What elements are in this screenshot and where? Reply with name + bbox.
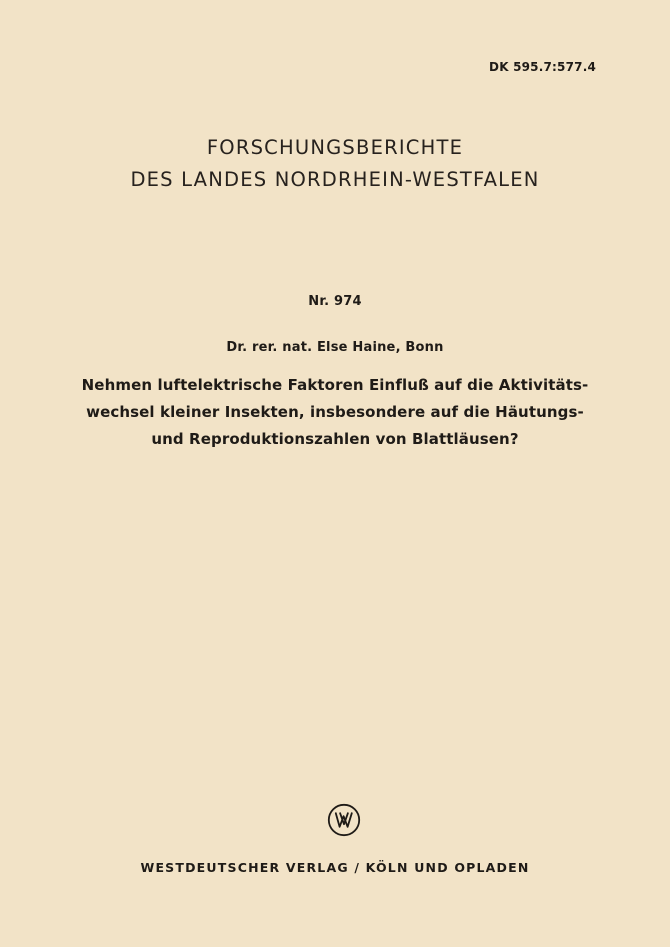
report-title (0, 372, 670, 453)
publisher-logo-mark (361, 803, 362, 804)
report-number: Nr. 974 (308, 294, 362, 309)
series-title-line-1: FORSCHUNGSBERICHTE (206, 136, 464, 159)
publisher-logo-icon (327, 803, 361, 837)
publisher-line: WESTDEUTSCHER VERLAG / KÖLN UND OPLADEN (140, 860, 530, 875)
title-line-3: und Reproduktionszahlen von Blattläusen? (151, 430, 519, 448)
title-line-2: wechsel kleiner Insekten, insbesondere auf die Häutungs- (86, 403, 584, 421)
classification-code: DK 595.7:577.4 (489, 60, 596, 74)
series-title-line-2: DES LANDES NORDRHEIN-WESTFALEN (130, 168, 540, 191)
publisher-logo (327, 803, 361, 837)
title-line-1: Nehmen luftelektrische Faktoren Einfluß auf die Aktivitäts- (81, 376, 589, 394)
author-line: Dr. rer. nat. Else Haine, Bonn (226, 340, 444, 355)
series-title (0, 132, 670, 196)
